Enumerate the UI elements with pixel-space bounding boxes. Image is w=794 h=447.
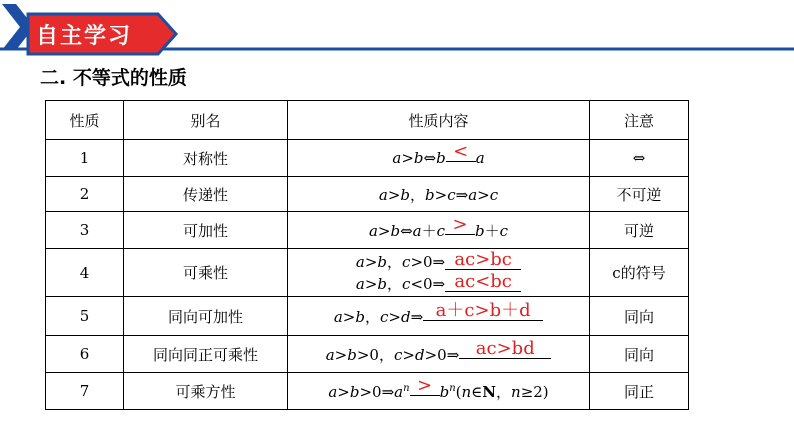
answer-blank: a＋c>b＋d [423, 302, 543, 321]
row-content: a>b，b>c⇒a>c [288, 177, 590, 212]
row-alias: 可乘性 [124, 249, 288, 297]
row-content: $a>b>0\Rightarrow a^n$ > $b^n(n\in N$，n≥2) [288, 373, 590, 410]
row-content: a>b，c>0⇒ ac>bc a>b，c<0⇒ ac<bc [288, 249, 590, 297]
row-content: a>b⇔a＋c > b＋c [288, 212, 590, 249]
row-note: 同向 [590, 336, 689, 373]
properties-table [45, 100, 689, 410]
row-content: a>b⇔b < a [288, 140, 590, 177]
row-note: 不可逆 [590, 177, 689, 212]
row-content: a>b>0，c>d>0⇒ ac>bd [288, 336, 590, 373]
row-number: 1 [46, 140, 124, 177]
row-number: 7 [46, 373, 124, 410]
table-row [46, 336, 689, 373]
row-alias: 同向可加性 [124, 297, 288, 336]
row-alias: 传递性 [124, 177, 288, 212]
row-alias: 对称性 [124, 140, 288, 177]
row-alias: 同向同正可乘性 [124, 336, 288, 373]
table-row [46, 140, 689, 177]
row-alias: 可乘方性 [124, 373, 288, 410]
answer-blank: ac>bd [459, 340, 551, 359]
row-content: a>b，c>d⇒ a＋c>b＋d [288, 297, 590, 336]
banner-title: 自主学习 [36, 24, 133, 49]
row-number: 2 [46, 177, 124, 212]
header-cell: 别名 [124, 101, 288, 140]
header-cell: 性质 [46, 101, 124, 140]
row-note: 同正 [590, 373, 689, 410]
table-row [46, 297, 689, 336]
row-alias: 可加性 [124, 212, 288, 249]
header-cell: 注意 [590, 101, 689, 140]
table-row [46, 249, 689, 297]
answer-blank: ac>bc [445, 251, 521, 270]
section-title: 二. 不等式的性质 [40, 67, 187, 89]
table-row [46, 212, 689, 249]
row-note: 可逆 [590, 212, 689, 249]
row-note: 同向 [590, 297, 689, 336]
answer-blank: > [410, 377, 440, 396]
answer-blank: < [446, 143, 476, 162]
table-row [46, 177, 689, 212]
header-cell: 性质内容 [288, 101, 590, 140]
row-number: 3 [46, 212, 124, 249]
section-banner [0, 0, 794, 60]
row-number: 4 [46, 249, 124, 297]
answer-blank: ac<bc [445, 273, 521, 292]
table-row [46, 373, 689, 410]
row-number: 5 [46, 297, 124, 336]
row-number: 6 [46, 336, 124, 373]
row-note: c的符号 [590, 249, 689, 297]
row-note: ⇔ [590, 140, 689, 177]
table-header-row [46, 101, 689, 140]
answer-blank: > [445, 216, 475, 235]
